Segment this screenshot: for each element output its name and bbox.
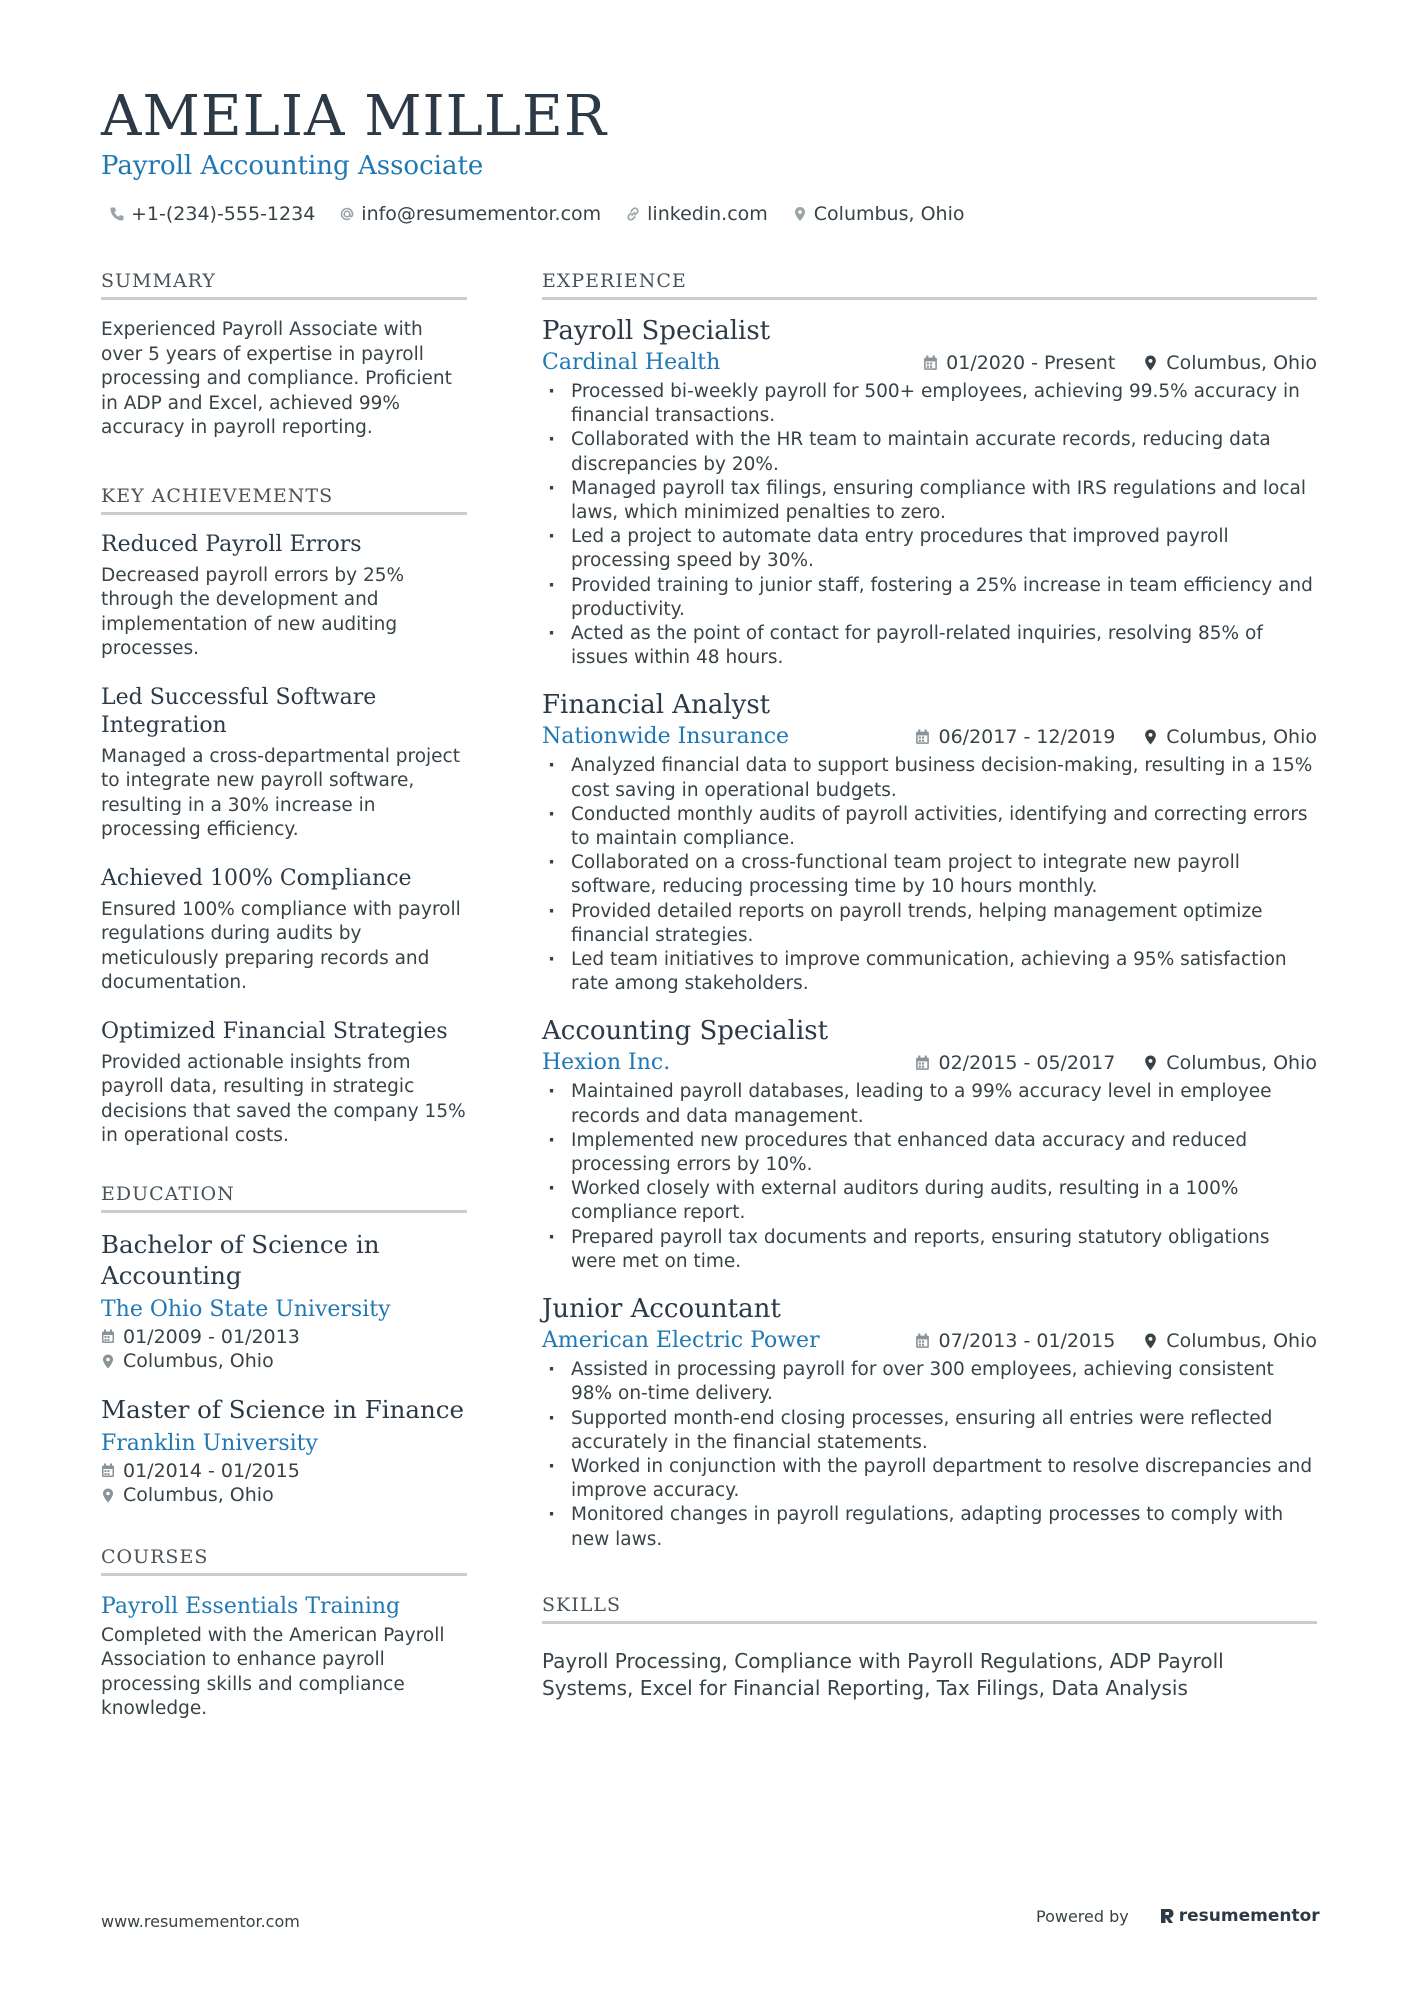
job-title: Financial Analyst — [542, 690, 771, 721]
job-bullets — [542, 1358, 1317, 1552]
job-meta — [915, 1048, 1317, 1078]
job-row — [542, 1048, 1317, 1078]
bullet-item: · Provided detailed reports on payroll trends, helping management optimize financial strategies. — [542, 900, 1317, 948]
summary-text: Experienced Payroll Associate with over 5 years of expertise in payroll processing and compliance. Proficient in ADP and Excel, achieved 99% accuracy in payroll reporting. — [101, 319, 452, 438]
bullet-item: · Processed bi-weekly payroll for 500+ employees, achieving 99.5% accuracy in financial transactions. — [542, 380, 1317, 428]
right-column — [542, 268, 1317, 1702]
bullet-item: · Collaborated with the HR team to maintain accurate records, reducing data discrepancies by 20%. — [542, 428, 1317, 476]
job-title: Payroll Specialist — [542, 316, 771, 346]
achievement-item — [101, 684, 467, 843]
company-name: Cardinal Health — [542, 350, 721, 375]
achievement-title: Achieved 100% Compliance — [101, 865, 412, 891]
dates-text: 01/2020 - Present — [946, 352, 1116, 374]
education-item — [101, 1394, 467, 1508]
job-title: Accounting Specialist — [542, 1016, 829, 1047]
bullet-item: · Managed payroll tax filings, ensuring compliance with IRS regulations and local laws, which minimized penalties to zero. — [542, 477, 1317, 525]
calendar-icon — [101, 1329, 115, 1344]
brand-logo[interactable] — [1159, 1906, 1320, 1926]
resumementor-logo-icon — [1159, 1907, 1175, 1925]
dates-text: 01/2014 - 01/2015 — [123, 1459, 300, 1482]
job-dates — [915, 722, 1115, 752]
bullet-item: · Prepared payroll tax documents and reports, ensuring statutory obligations were met on time. — [542, 1226, 1317, 1274]
experience-section — [542, 268, 1317, 1552]
education-location — [101, 1483, 467, 1508]
job-dates — [915, 1326, 1115, 1356]
achievement-item — [101, 865, 467, 996]
location-text: Columbus, Ohio — [813, 203, 965, 225]
job-row — [542, 1326, 1317, 1356]
job-entry — [542, 1292, 1317, 1552]
job-location — [1143, 1048, 1317, 1078]
bullet-item: · Supported month-end closing processes, ensuring all entries were reflected accurately in the financial statements. — [542, 1407, 1317, 1455]
company-name: American Electric Power — [542, 1328, 820, 1354]
course-title: Payroll Essentials Training — [101, 1593, 401, 1619]
degree-title: Bachelor of Science in Accounting — [101, 1229, 380, 1290]
phone-text: +1-(234)-555-1234 — [131, 203, 316, 225]
experience-heading: EXPERIENCE — [542, 268, 1317, 300]
contact-location — [792, 200, 965, 228]
bullet-item: · Provided training to junior staff, fostering a 25% increase in team efficiency and productivity. — [542, 574, 1317, 622]
job-bullets — [542, 1080, 1317, 1274]
job-entry — [542, 314, 1317, 670]
location-pin-icon — [1143, 1055, 1158, 1071]
at-icon — [339, 206, 355, 222]
job-title: Junior Accountant — [542, 1294, 781, 1325]
bullet-item: · Led a project to automate data entry procedures that improved payroll processing speed by 30%. — [542, 525, 1317, 573]
bullet-item: · Worked in conjunction with the payroll department to resolve discrepancies and improve accuracy. — [542, 1455, 1317, 1503]
bullet-item: · Maintained payroll databases, leading to a 99% accuracy level in employee records and data management. — [542, 1080, 1317, 1128]
courses-heading: COURSES — [101, 1544, 467, 1576]
brand-name: resumementor — [1178, 1906, 1320, 1926]
dates-text: 01/2009 - 01/2013 — [123, 1325, 300, 1348]
location-text: Columbus, Ohio — [123, 1484, 274, 1506]
dates-text: 02/2015 - 05/2017 — [938, 1052, 1116, 1075]
location-pin-icon — [101, 1354, 115, 1369]
job-bullets — [542, 754, 1317, 996]
achievement-title: Reduced Payroll Errors — [101, 531, 362, 557]
job-dates — [923, 348, 1115, 378]
course-item — [101, 1592, 467, 1722]
linkedin-text: linkedin.com — [647, 203, 768, 225]
phone-icon — [109, 206, 125, 222]
calendar-icon — [915, 1055, 930, 1071]
contact-phone[interactable] — [109, 200, 315, 228]
school-name: The Ohio State University — [101, 1296, 391, 1322]
skills-section — [542, 1592, 1317, 1702]
bullet-item: · Implemented new procedures that enhanced data accuracy and reduced processing errors by 10%. — [542, 1129, 1317, 1177]
school-name: Franklin University — [101, 1430, 318, 1456]
job-meta — [923, 348, 1317, 378]
bullet-item: · Led team initiatives to improve communication, achieving a 95% satisfaction rate among stakeholders. — [542, 948, 1317, 996]
location-pin-icon — [1143, 1333, 1158, 1349]
location-text: Columbus, Ohio — [1166, 1330, 1317, 1353]
contact-email[interactable] — [339, 200, 601, 228]
education-dates — [101, 1325, 467, 1350]
contact-bar — [109, 200, 964, 228]
job-location — [1143, 1326, 1317, 1356]
job-entry — [542, 1014, 1317, 1274]
company-name: Nationwide Insurance — [542, 724, 790, 750]
achievement-text: Managed a cross-departmental project to integrate new payroll software, resulting in a 30% increase in processing efficiency. — [101, 745, 460, 840]
course-text: Completed with the American Payroll Association to enhance payroll processing skills and compliance knowledge. — [101, 1624, 445, 1719]
achievement-text: Decreased payroll errors by 25% through the development and implementation of new auditing processes. — [101, 564, 405, 659]
location-pin-icon — [101, 1488, 115, 1503]
job-location — [1143, 348, 1317, 378]
bullet-item: · Assisted in processing payroll for over 300 employees, achieving consistent 98% on-time delivery. — [542, 1358, 1317, 1406]
education-section — [101, 1181, 467, 1508]
calendar-icon — [923, 355, 938, 371]
summary-heading: SUMMARY — [101, 268, 467, 300]
location-pin-icon — [792, 206, 808, 222]
education-dates — [101, 1459, 467, 1484]
bullet-item: · Collaborated on a cross-functional team project to integrate new payroll software, reducing processing time by 10 hours monthly. — [542, 851, 1317, 899]
calendar-icon — [915, 729, 930, 745]
bullet-item: · Monitored changes in payroll regulations, adapting processes to comply with new laws. — [542, 1503, 1317, 1551]
job-dates — [915, 1048, 1115, 1078]
location-pin-icon — [1143, 729, 1158, 745]
location-text: Columbus, Ohio — [1166, 352, 1317, 374]
education-item — [101, 1229, 467, 1374]
dates-text: 07/2013 - 01/2015 — [938, 1330, 1116, 1353]
achievement-title: Led Successful Software Integration — [101, 684, 377, 738]
achievements-heading: KEY ACHIEVEMENTS — [101, 483, 467, 515]
job-bullets — [542, 380, 1317, 670]
achievement-item — [101, 1018, 467, 1149]
calendar-icon — [101, 1463, 115, 1478]
bullet-item: · Analyzed financial data to support business decision-making, resulting in a 15% cost saving in operational budgets. — [542, 754, 1317, 802]
job-entry — [542, 688, 1317, 996]
achievement-text: Provided actionable insights from payroll data, resulting in strategic decisions that saved the company 15% in operational costs. — [101, 1051, 466, 1146]
summary-section — [101, 268, 467, 441]
location-text: Columbus, Ohio — [1166, 726, 1317, 749]
company-name: Hexion Inc. — [542, 1050, 671, 1076]
degree-title: Master of Science in Finance — [101, 1394, 464, 1424]
location-pin-icon — [1143, 355, 1158, 371]
candidate-title: Payroll Accounting Associate — [101, 151, 484, 181]
candidate-name: AMELIA MILLER — [101, 84, 608, 149]
skills-text: Payroll Processing, Compliance with Payroll Regulations, ADP Payroll Systems, Excel for Financial Reporting, Tax Filings, Data Analysis — [542, 1648, 1224, 1700]
courses-section — [101, 1544, 467, 1722]
footer-branding — [1036, 1906, 1320, 1926]
achievement-item — [101, 531, 467, 662]
email-text: info@resumementor.com — [361, 203, 602, 225]
bullet-item: · Worked closely with external auditors during audits, resulting in a 100% compliance report. — [542, 1177, 1317, 1225]
bullet-item: · Acted as the point of contact for payroll-related inquiries, resolving 85% of issues within 48 hours. — [542, 622, 1317, 670]
job-meta — [915, 722, 1317, 752]
education-location — [101, 1349, 467, 1374]
education-heading: EDUCATION — [101, 1181, 467, 1213]
powered-by-text: Powered by — [1036, 1906, 1129, 1926]
footer-website[interactable]: www.resumementor.com — [101, 1912, 300, 1931]
location-text: Columbus, Ohio — [1166, 1052, 1317, 1075]
achievement-text: Ensured 100% compliance with payroll regulations during audits by meticulously preparing records and documentation. — [101, 898, 461, 993]
achievements-section — [101, 483, 467, 1149]
link-icon — [625, 206, 641, 222]
achievement-title: Optimized Financial Strategies — [101, 1018, 448, 1044]
job-meta — [915, 1326, 1317, 1356]
skills-heading: SKILLS — [542, 1592, 1317, 1624]
left-column — [101, 268, 467, 1722]
job-row — [542, 348, 1317, 378]
job-location — [1143, 722, 1317, 752]
bullet-item: · Conducted monthly audits of payroll activities, identifying and correcting errors to maintain compliance. — [542, 803, 1317, 851]
calendar-icon — [915, 1333, 930, 1349]
location-text: Columbus, Ohio — [123, 1350, 274, 1372]
dates-text: 06/2017 - 12/2019 — [938, 726, 1116, 749]
job-row — [542, 722, 1317, 752]
contact-linkedin[interactable] — [625, 200, 768, 228]
